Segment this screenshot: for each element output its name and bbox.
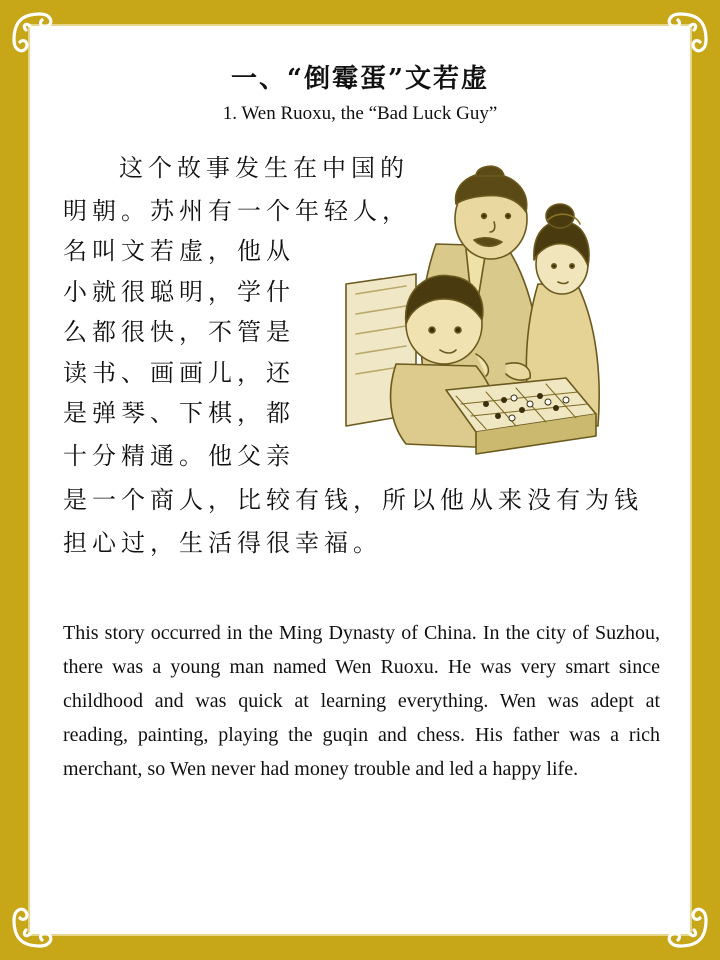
- chinese-line-1: 这个故事发生在中国的: [119, 154, 409, 182]
- english-translation-paragraph: This story occurred in the Ming Dynasty of China. In the city of Suzhou, there was a young man named Wen Ruoxu. He was very smart since childhood and was quick at learning everything. Wen was adept at reading, painting, playing the guqin and chess. His father was a rich merchant, so Wen never had money trouble and led a happy life.: [63, 622, 660, 780]
- family-chess-illustration: [326, 164, 606, 458]
- chinese-line-2: 明朝。苏州有一个年轻人，: [63, 197, 411, 225]
- corner-ornament-bottom-right-icon: [640, 880, 720, 960]
- chinese-line-9: 是一个商人，比较有钱，所以他从来没有为钱: [63, 486, 643, 514]
- chinese-line-5: 么都很快，不管是: [63, 318, 295, 346]
- chinese-line-4: 小就很聪明，学什: [63, 278, 295, 306]
- chinese-line-6: 读书、画画儿，还: [63, 359, 295, 387]
- chinese-line-10: 担心过，生活得很幸福。: [63, 529, 382, 557]
- chinese-line-8: 十分精通。他父亲: [63, 442, 295, 470]
- corner-ornament-bottom-left-icon: [0, 880, 80, 960]
- chinese-line-3: 名叫文若虚，他从: [63, 237, 295, 265]
- chapter-title-english: 1. Wen Ruoxu, the “Bad Luck Guy”: [222, 103, 498, 124]
- chinese-line-7: 是弹琴、下棋，都: [63, 399, 295, 427]
- chapter-title-chinese: 一、“倒霉蛋”文若虚: [231, 64, 489, 94]
